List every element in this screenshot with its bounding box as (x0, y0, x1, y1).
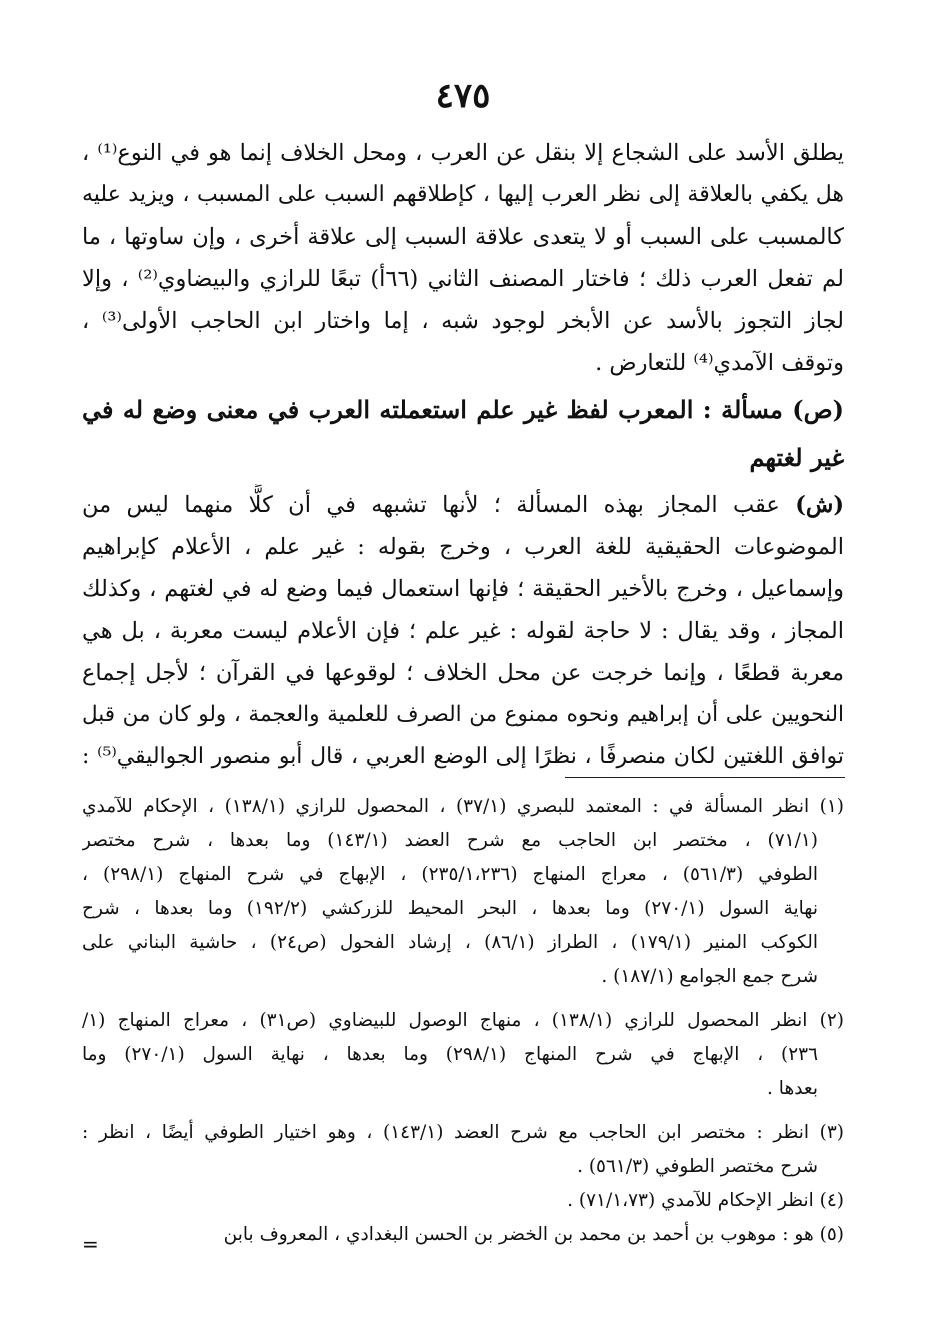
text-line: لم تفعل العرب ذلك ؛ فاختار المصنف الثاني (٦٦أ) تبعًا للرازي والبيضاوي⁽²⁾ ، وإلا (82, 266, 844, 292)
footnote-1-line: (٧١/١) ، مختصر ابن الحاجب مع شرح العضد (١٤٣/١) وما بعدها ، شرح مختصر (82, 830, 819, 851)
footnote-divider (565, 777, 845, 778)
text-line: الموضوعات الحقيقية للغة العرب ، وخرج بقوله : غير علم ، الأعلام كإبراهيم (82, 534, 844, 560)
footnote-5-line: (٥) هو : موهوب بن أحمد بن محمد بن الخضر بن الحسن البغدادي ، المعروف بابن (223, 1224, 844, 1245)
text-line: النحويين على أن إبراهيم ونحوه ممنوع من الصرف للعلمية والعجمة ، ولو كان من قبل (82, 702, 844, 727)
footnote-1-line: الطوفي (٥٦١/٣) ، معراج المنهاج (٢٣٥/١،٢٣٦) ، الإبهاج في شرح المنهاج (٢٩٨/١) ، (82, 864, 818, 885)
text-line: معربة قطعًا ، وإنما خرجت عن محل الخلاف ؛ لوقوعها في القرآن ؛ لأجل إجماع (82, 660, 844, 686)
commentary-marker: (ش) (795, 492, 844, 518)
text-line: كالمسبب على السبب أو لا يتعدى علاقة السبب إلى علاقة أخرى ، وإن ساوتها ، ما (82, 224, 844, 250)
page-number: ٤٧٥ (435, 76, 491, 116)
footnote-1-line: شرح جمع الجوامع (١٨٧/١) . (601, 966, 818, 987)
footnote-3-line: شرح مختصر الطوفي (٥٦١/٣) . (577, 1156, 818, 1177)
text-line: وإسماعيل ، وخرج بالأخير الحقيقة ؛ فإنها استعمال فيما وضع له في لغتهم ، وكذلك (82, 576, 844, 602)
text-line: لجاز التجوز بالأسد عن الأبخر لوجود شبه ، إما واختار ابن الحاجب الأولى⁽³⁾ ، (82, 308, 844, 334)
text-line: يطلق الأسد على الشجاع إلا بنقل عن العرب ، ومحل الخلاف إنما هو في النوع⁽¹⁾ ، (82, 140, 844, 166)
text-line (82, 484, 844, 526)
heading-line: غير لغتهم (749, 443, 844, 472)
footnote-1-line: نهاية السول (٢٧٠/١) وما بعدها ، البحر المحيط للزركشي (١٩٢/٢) وما بعدها ، شرح (82, 898, 818, 919)
footnote-3-line: (٣) انظر : مختصر ابن الحاجب مع شرح العضد (١٤٣/١) ، وهو اختيار الطوفي أيضًا ، انظر : (82, 1122, 844, 1143)
text-line: توافق اللغتين لكان منصرفًا ، نظرًا إلى الوضع العربي ، قال أبو منصور الجواليقي⁽⁵⁾ : (82, 744, 844, 769)
text-line: وتوقف الآمدي⁽⁴⁾ للتعارض . (595, 350, 844, 376)
footnote-2-line: (٢) انظر المحصول للرازي (١٣٨/١) ، منهاج الوصول للبيضاوي (ص٣١) ، معراج المنهاج (١/ (82, 1010, 844, 1031)
commentary-paragraph (82, 484, 844, 778)
footnote-1-line: الكوكب المنير (١٧٩/١) ، الطراز (٨٦/١) ، إرشاد الفحول (ص٢٤) ، حاشية البناني على (82, 932, 818, 953)
issue-heading (82, 386, 844, 482)
footnotes (82, 790, 844, 1252)
text-line: المجاز ، وقد يقال : لا حاجة لقوله : غير علم ؛ فإن الأعلام ليست معربة ، بل هي (82, 618, 844, 644)
text-line: هل يكفي بالعلاقة إلى نظر العرب إليها ، كإطلاقهم السبب على المسبب ، ويزيد عليه (82, 182, 844, 207)
text-marker: (ص) (792, 395, 844, 424)
footnote-2-line: بعدها . (767, 1078, 818, 1099)
continuation-mark: = (82, 1232, 99, 1256)
heading-line (82, 386, 844, 434)
commentary-text: عقب المجاز بهذه المسألة ؛ لأنها تشبهه في أن كلًّا منهما ليس من (82, 492, 780, 518)
footnote-2-line: ٢٣٦) ، الإبهاج في شرح المنهاج (٢٩٨/١) وما بعدها ، نهاية السول (٢٧٠/١) وما (82, 1044, 819, 1065)
footnote-4-line: (٤) انظر الإحكام للآمدي (٧١/١،٧٣) . (567, 1190, 844, 1211)
footnote-1-line: (١) انظر المسألة في : المعتمد للبصري (٣٧/١) ، المحصول للرازي (١٣٨/١) ، الإحكام للآمدي (82, 796, 844, 817)
heading-text: مسألة : المعرب لفظ غير علم استعملته العرب في معنى وضع له في (82, 395, 783, 424)
main-paragraph (82, 132, 844, 384)
